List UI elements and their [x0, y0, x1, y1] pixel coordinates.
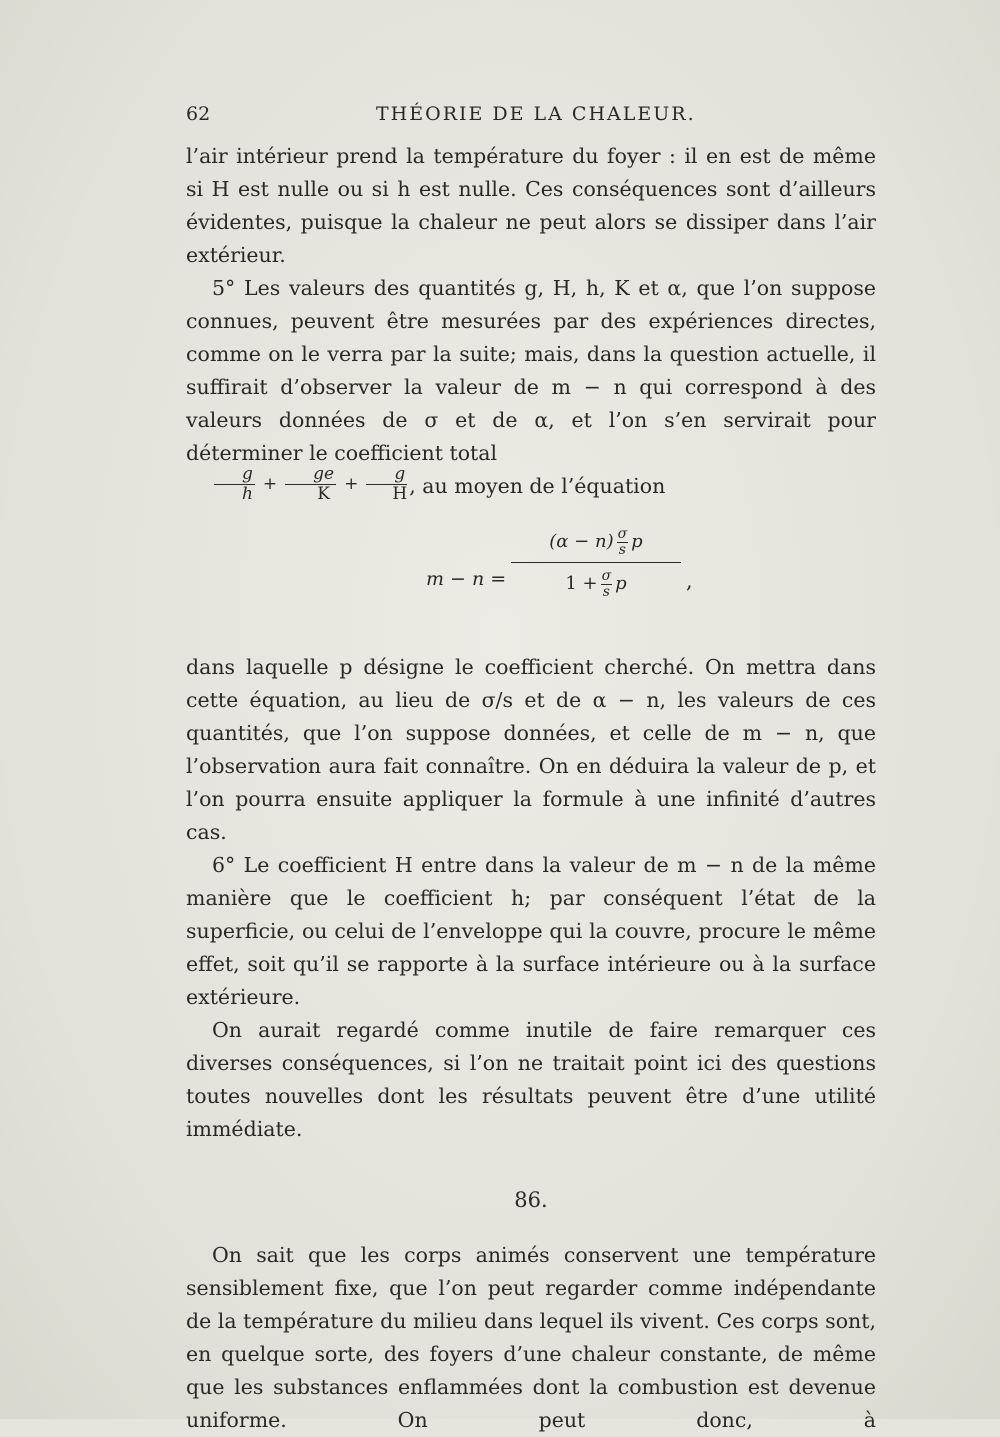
- equation-comma: ,: [686, 569, 693, 593]
- page-header: [186, 103, 876, 133]
- running-title: THÉORIE DE LA CHALEUR.: [376, 103, 696, 125]
- paragraph-5: On aurait regardé comme inutile de faire remarquer ces diverses conséquences, si l’on ne traitait point ici des questions toutes nouvelles dont les résultats peuvent être d’une utilité immédiate.: [186, 1018, 876, 1141]
- page-body: [186, 140, 876, 1437]
- equation-denominator: 1 + $\frac{\sigma}{s}$ p: [565, 567, 627, 600]
- paragraph-2-text: 5° Les valeurs des quantités g, H, h, K et α, que l’on suppose connues, peuvent être mesurées par des expériences directes, comme on le verra par la suite; mais, dans la question actuelle, il suffirait d’observer la valeur de m − n qui correspond à des valeurs données de σ et de α, et l’on s’en servirait pour déterminer le coefficient total: [186, 276, 876, 465]
- page-number: 62: [186, 103, 211, 125]
- paragraph-4: 6° Le coefficient H entre dans la valeur de m − n de la même manière que le coefficient h; par conséquent l’état de la superficie, ou celui de l’enveloppe qui la couvre, procure le même effet, soit qu’il se rapporte à la surface intérieure ou à la surface extérieure.: [186, 853, 876, 1009]
- equation-numerator: (α − n) $\frac{\sigma}{s}$ p: [511, 525, 681, 563]
- paragraph-2: [186, 272, 876, 503]
- paragraph-3: dans laquelle p désigne le coefficient cherché. On mettra dans cette équation, au lieu de σ/s et de α − n, les valeurs de ces quantités, que l’on suppose données, et celle de m − n, que l’observation aura fait connaître. On en déduira la valeur de p, et l’on pourra ensuite appliquer la formule à une infinité d’autres cas.: [186, 655, 876, 844]
- section-number: 86.: [514, 1188, 548, 1212]
- equation: [186, 517, 876, 637]
- paragraph-2-tail: , au moyen de l’équation: [409, 474, 666, 498]
- paragraph-6: On sait que les corps animés conservent une température sensiblement fixe, que l’on peut regarder comme indépendante de la température du milieu dans lequel ils vivent. Ces corps sont, en quelque sorte, des foyers d’une chaleur constante, de même que les substances enflammées dont la combustion est devenue uniforme. On peut donc, à: [186, 1243, 876, 1432]
- equation-lhs: m − n =: [426, 568, 507, 590]
- paragraph-1: l’air intérieur prend la température du foyer : il en est de même si H est nulle ou si h est nulle. Ces conséquences sont d’ailleurs évidentes, puisque la chaleur ne peut alors se dissiper dans l’air extérieur.: [186, 144, 876, 267]
- equation-fraction: [511, 525, 681, 600]
- coefficient-total-expression: $\frac{g}{h}$ + $\frac{ge}{K}$ + $\frac{g}{H}$: [186, 466, 409, 503]
